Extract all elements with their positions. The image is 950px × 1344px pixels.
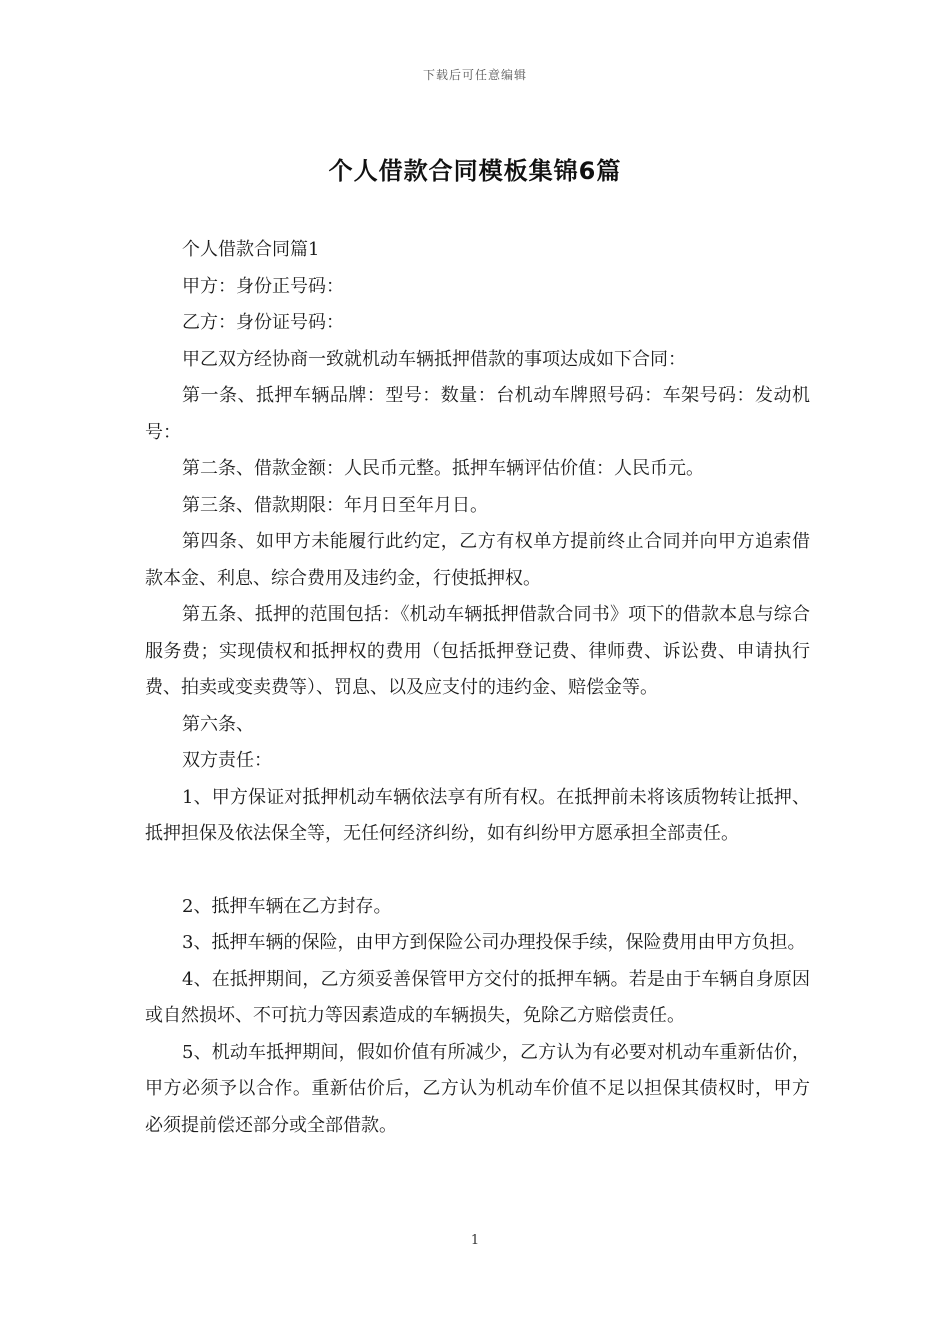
blank-line [145,853,810,889]
responsibility-item-5: 5、机动车抵押期间，假如价值有所减少，乙方认为有必要对机动车重新估价，甲方必须予以合作。重新估价后，乙方认为机动车价值不足以担保其债权时，甲方必须提前偿还部分或全部借款。 [145,1041,810,1136]
responsibility-item-1: 1、甲方保证对抵押机动车辆依法享有所有权。在抵押前未将该质物转让抵押、抵押担保及依法保全等，无任何经济纠纷，如有纠纷甲方愿承担全部责任。 [145,786,810,844]
party-a-line: 甲方：身份正号码： [182,275,344,297]
section-heading: 个人借款合同篇1 [182,239,320,260]
clause-4: 第四条、如甲方未能履行此约定，乙方有权单方提前终止合同并向甲方追索借款本金、利息、综合费用及违约金，行使抵押权。 [145,531,810,589]
agreement-intro: 甲乙双方经协商一致就机动车辆抵押借款的事项达成如下合同： [182,348,686,370]
responsibility-item-4: 4、在抵押期间，乙方须妥善保管甲方交付的抵押车辆。若是由于车辆自身原因或自然损坏、不可抗力等因素造成的车辆损失，免除乙方赔偿责任。 [145,968,810,1026]
responsibilities-heading: 双方责任： [182,750,272,771]
clause-3: 第三条、借款期限：年月日至年月日。 [182,494,488,516]
page-header: 下载后可任意编辑 [422,68,527,82]
page-number: 1 [470,1233,480,1248]
clause-2: 第二条、借款金额：人民币元整。抵押车辆评估价值：人民币元。 [182,458,704,479]
clause-6: 第六条、 [182,713,254,735]
clause-5: 第五条、抵押的范围包括：《机动车辆抵押借款合同书》项下的借款本息与综合服务费；实现债权和抵押权的费用（包括抵押登记费、律师费、诉讼费、申请执行费、拍卖或变卖费等）、罚息、以及应支付的违约金、赔偿金等。 [145,604,810,698]
responsibility-item-2: 2、抵押车辆在乙方封存。 [182,895,392,917]
document-body [145,232,810,1144]
responsibility-item-3: 3、抵押车辆的保险，由甲方到保险公司办理投保手续，保险费用由甲方负担。 [182,932,806,953]
clause-1: 第一条、抵押车辆品牌：型号：数量：台机动车牌照号码：车架号码：发动机号： [145,385,810,443]
document-title: 个人借款合同模板集锦6篇 [328,157,622,185]
party-b-line: 乙方：身份证号码： [182,312,344,333]
